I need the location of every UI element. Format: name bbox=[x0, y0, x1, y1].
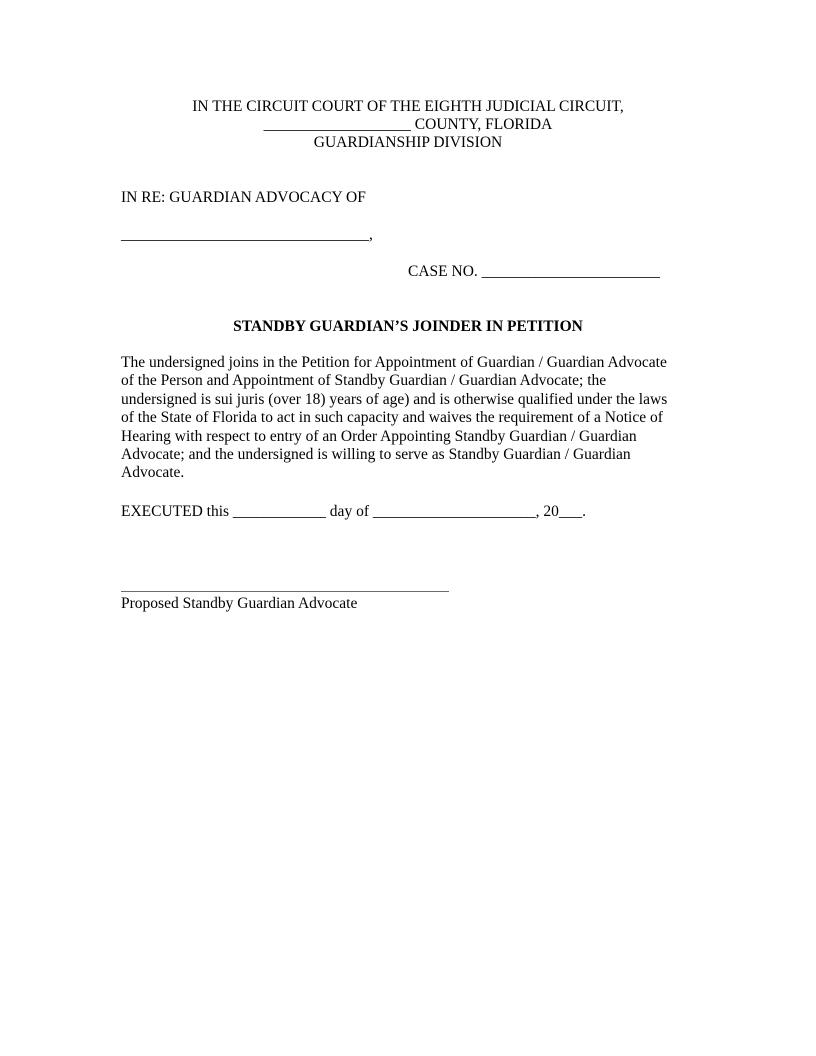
case-number-label: CASE NO. bbox=[408, 263, 478, 280]
court-heading-county-line bbox=[0, 116, 816, 134]
paragraph-line: Advocate; and the undersigned is willing to serve as Standby Guardian / Guardian bbox=[121, 446, 631, 464]
paragraph-line: of the State of Florida to act in such capacity and waives the requirement of a Notice of bbox=[121, 409, 663, 427]
paragraph-line: Advocate. bbox=[121, 464, 185, 482]
county-blank: ___________________ bbox=[263, 116, 411, 133]
paragraph-line: undersigned is sui juris (over 18) years of age) and is otherwise qualified under the laws bbox=[121, 390, 668, 408]
in-re-caption: IN RE: GUARDIAN ADVOCACY OF bbox=[121, 189, 366, 206]
signature-line bbox=[121, 591, 449, 592]
court-heading-line1: IN THE CIRCUIT COURT OF THE EIGHTH JUDICIAL CIRCUIT, bbox=[192, 98, 624, 115]
county-suffix: COUNTY, FLORIDA bbox=[410, 116, 553, 133]
document-title: STANDBY GUARDIAN’S JOINDER IN PETITION bbox=[233, 318, 583, 335]
court-division: GUARDIANSHIP DIVISION bbox=[313, 134, 503, 151]
ward-name-blank: ________________________________, bbox=[121, 226, 373, 243]
paragraph-line: of the Person and Appointment of Standby Guardian / Guardian Advocate; the bbox=[121, 372, 607, 390]
case-number bbox=[408, 263, 660, 281]
signature-label: Proposed Standby Guardian Advocate bbox=[121, 595, 358, 612]
paragraph-line: Hearing with respect to entry of an Order Appointing Standby Guardian / Guardian bbox=[121, 427, 637, 445]
execution-date-line: EXECUTED this ____________ day of _____________________, 20___. bbox=[121, 503, 586, 520]
paragraph-line: The undersigned joins in the Petition for Appointment of Guardian / Guardian Advocate bbox=[121, 354, 667, 371]
case-number-blank: _______________________ bbox=[481, 263, 660, 280]
joinder-paragraph bbox=[121, 354, 701, 483]
